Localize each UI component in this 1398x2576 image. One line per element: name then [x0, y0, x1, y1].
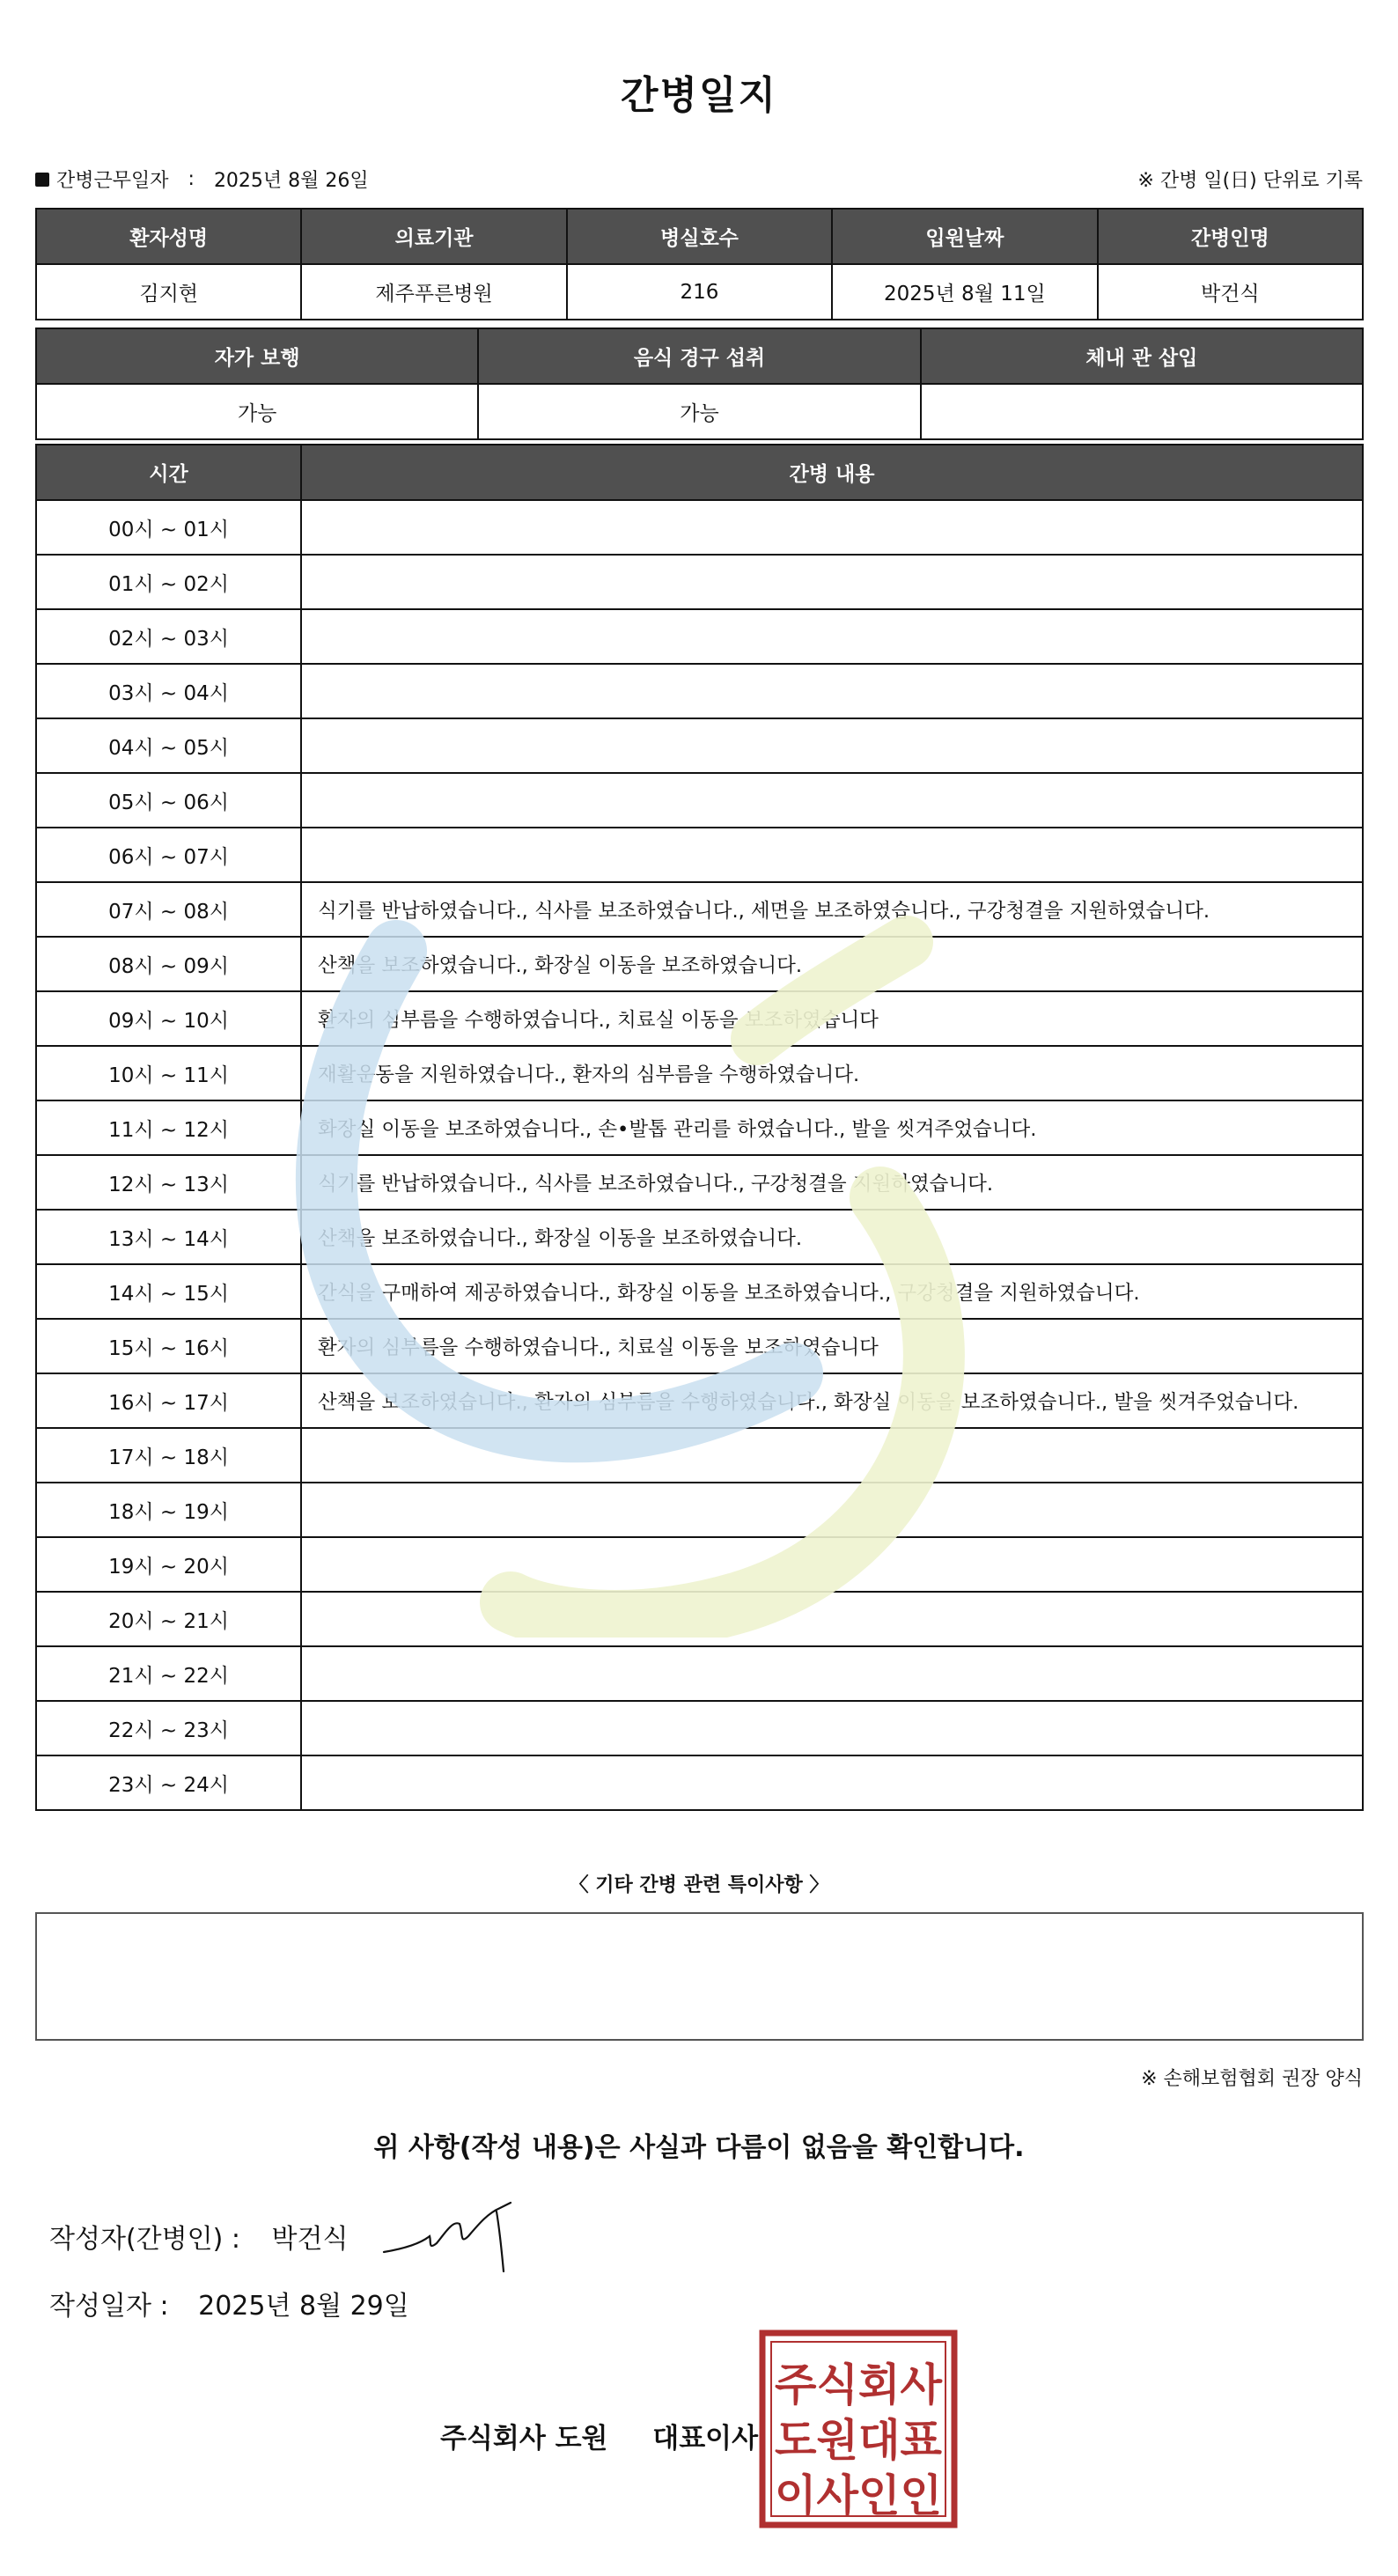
care-log-row [36, 828, 1363, 882]
care-content-cell [301, 1646, 1363, 1701]
care-log-body [36, 500, 1363, 1810]
handwritten-signature [379, 2197, 519, 2277]
ceo-title: 대표이사 [652, 2423, 759, 2455]
header-self-walking: 자가 보행 [36, 328, 478, 384]
care-content-cell: 재활운동을 지원하였습니다., 환자의 심부름을 수행하였습니다. [301, 1046, 1363, 1100]
company-line [440, 2416, 758, 2455]
time-slot-cell: 20시 ~ 21시 [36, 1592, 301, 1646]
care-log-row [36, 937, 1363, 991]
time-slot-cell: 17시 ~ 18시 [36, 1428, 301, 1483]
care-log-row [36, 882, 1363, 937]
time-slot-cell: 06시 ~ 07시 [36, 828, 301, 882]
square-bullet-icon [35, 173, 49, 187]
care-content-cell: 환자의 심부름을 수행하였습니다., 치료실 이동을 보조하였습니다 [301, 1319, 1363, 1373]
care-content-cell: 산책을 보조하였습니다., 환자의 심부름을 수행하였습니다., 화장실 이동을 보조하였습니다., 발을 씻겨주었습니다. [301, 1373, 1363, 1428]
work-date-separator: : [188, 168, 195, 190]
confirmation-statement: 위 사항(작성 내용)은 사실과 다름이 없음을 확인합니다. [373, 2132, 1025, 2163]
oral-intake-cell: 가능 [478, 384, 920, 439]
care-log-row [36, 1100, 1363, 1155]
ability-table [35, 328, 1364, 440]
care-log-row [36, 718, 1363, 773]
time-slot-cell: 15시 ~ 16시 [36, 1319, 301, 1373]
ability-header-row [36, 328, 1363, 384]
notes-box [35, 1912, 1364, 2041]
care-content-cell [301, 773, 1363, 828]
care-content-cell [301, 1592, 1363, 1646]
page-title: 간병일지 [620, 73, 777, 118]
care-log-row [36, 1046, 1363, 1100]
care-content-cell [301, 828, 1363, 882]
care-log-row [36, 664, 1363, 718]
time-slot-cell: 09시 ~ 10시 [36, 991, 301, 1046]
time-slot-cell: 05시 ~ 06시 [36, 773, 301, 828]
time-slot-cell: 12시 ~ 13시 [36, 1155, 301, 1210]
care-log-row [36, 1701, 1363, 1755]
care-log-row [36, 1483, 1363, 1537]
care-content-cell: 간식을 구매하여 제공하였습니다., 화장실 이동을 보조하였습니다., 구강청결을 지원하였습니다. [301, 1264, 1363, 1319]
caregiver-name-cell: 박건식 [1098, 264, 1363, 320]
unit-note: ※ 간병 일(日) 단위로 기록 [1137, 170, 1363, 192]
time-slot-cell: 00시 ~ 01시 [36, 500, 301, 555]
care-log-row [36, 1428, 1363, 1483]
care-content-cell [301, 1701, 1363, 1755]
seal-text-row-1: 주식회사 [775, 2359, 943, 2410]
care-log-row [36, 1210, 1363, 1264]
seal-text-row-2: 도원대표 [775, 2415, 943, 2466]
written-date-value: 2025년 8월 29일 [198, 2291, 409, 2322]
care-log-row [36, 1646, 1363, 1701]
writer-label: 작성자(간병인) : [49, 2224, 240, 2255]
care-content-cell [301, 718, 1363, 773]
care-log-table [35, 444, 1364, 1811]
company-name: 주식회사 도원 [440, 2423, 608, 2455]
header-caregiver-name: 간병인명 [1098, 209, 1363, 264]
hospital-cell: 제주푸른병원 [301, 264, 566, 320]
seal-text-row-3: 이사인인 [775, 2470, 942, 2521]
care-content-cell: 산책을 보조하였습니다., 화장실 이동을 보조하였습니다. [301, 937, 1363, 991]
ability-value-row [36, 384, 1363, 439]
patient-info-header-row [36, 209, 1363, 264]
time-slot-cell: 18시 ~ 19시 [36, 1483, 301, 1537]
work-date-label: 간병근무일자 [56, 170, 169, 192]
time-slot-cell: 21시 ~ 22시 [36, 1646, 301, 1701]
time-slot-cell: 23시 ~ 24시 [36, 1755, 301, 1810]
care-log-row [36, 1592, 1363, 1646]
care-content-cell [301, 664, 1363, 718]
writer-line [49, 2217, 348, 2256]
time-slot-cell: 08시 ~ 09시 [36, 937, 301, 991]
time-slot-cell: 03시 ~ 04시 [36, 664, 301, 718]
care-content-cell [301, 609, 1363, 664]
notes-title: 〈 기타 간병 관련 특이사항 〉 [569, 1874, 829, 1896]
header-care-content: 간병 내용 [301, 445, 1363, 500]
written-date-label: 작성일자 : [49, 2291, 169, 2322]
time-slot-cell: 11시 ~ 12시 [36, 1100, 301, 1155]
care-content-cell [301, 1428, 1363, 1483]
care-log-row [36, 1319, 1363, 1373]
time-slot-cell: 02시 ~ 03시 [36, 609, 301, 664]
work-date-value: 2025년 8월 26일 [213, 170, 369, 192]
care-log-row [36, 773, 1363, 828]
care-log-row [36, 1155, 1363, 1210]
care-content-cell: 환자의 심부름을 수행하였습니다., 치료실 이동을 보조하였습니다 [301, 991, 1363, 1046]
time-slot-cell: 07시 ~ 08시 [36, 882, 301, 937]
room-number-cell: 216 [567, 264, 832, 320]
time-slot-cell: 01시 ~ 02시 [36, 555, 301, 609]
care-log-row [36, 1373, 1363, 1428]
care-content-cell [301, 500, 1363, 555]
header-hospital: 의료기관 [301, 209, 566, 264]
care-content-cell [301, 1537, 1363, 1592]
care-content-cell: 산책을 보조하였습니다., 화장실 이동을 보조하였습니다. [301, 1210, 1363, 1264]
care-log-header-row [36, 445, 1363, 500]
care-content-cell: 식기를 반납하였습니다., 식사를 보조하였습니다., 세면을 보조하였습니다., 구강청결을 지원하였습니다. [301, 882, 1363, 937]
self-walking-cell: 가능 [36, 384, 478, 439]
care-log-row [36, 1755, 1363, 1810]
time-slot-cell: 10시 ~ 11시 [36, 1046, 301, 1100]
header-patient-name: 환자성명 [36, 209, 301, 264]
care-log-row [36, 1264, 1363, 1319]
care-content-cell: 화장실 이동을 보조하였습니다., 손•발톱 관리를 하였습니다., 발을 씻겨주었습니다. [301, 1100, 1363, 1155]
care-log-row [36, 555, 1363, 609]
patient-name-cell: 김지현 [36, 264, 301, 320]
header-tube-insertion: 체내 관 삽입 [921, 328, 1363, 384]
time-slot-cell: 19시 ~ 20시 [36, 1537, 301, 1592]
care-content-cell [301, 1755, 1363, 1810]
written-date-line [49, 2284, 409, 2322]
care-content-cell [301, 1483, 1363, 1537]
admission-date-cell: 2025년 8월 11일 [832, 264, 1097, 320]
patient-info-table [35, 208, 1364, 320]
header-oral-intake: 음식 경구 섭취 [478, 328, 920, 384]
writer-name: 박건식 [271, 2224, 349, 2255]
time-slot-cell: 14시 ~ 15시 [36, 1264, 301, 1319]
association-note: ※ 손해보험협회 권장 양식 [1141, 2068, 1363, 2090]
header-room-number: 병실호수 [567, 209, 832, 264]
header-admission-date: 입원날짜 [832, 209, 1097, 264]
work-date-line [35, 166, 369, 193]
header-time: 시간 [36, 445, 301, 500]
tube-insertion-cell [921, 384, 1363, 439]
care-content-cell: 식기를 반납하였습니다., 식사를 보조하였습니다., 구강청결을 지원하였습니다. [301, 1155, 1363, 1210]
patient-info-value-row [36, 264, 1363, 320]
care-content-cell [301, 555, 1363, 609]
care-log-row [36, 609, 1363, 664]
time-slot-cell: 04시 ~ 05시 [36, 718, 301, 773]
time-slot-cell: 22시 ~ 23시 [36, 1701, 301, 1755]
company-seal-stamp [759, 2329, 958, 2528]
care-log-row [36, 500, 1363, 555]
care-log-row [36, 991, 1363, 1046]
time-slot-cell: 16시 ~ 17시 [36, 1373, 301, 1428]
time-slot-cell: 13시 ~ 14시 [36, 1210, 301, 1264]
care-log-row [36, 1537, 1363, 1592]
